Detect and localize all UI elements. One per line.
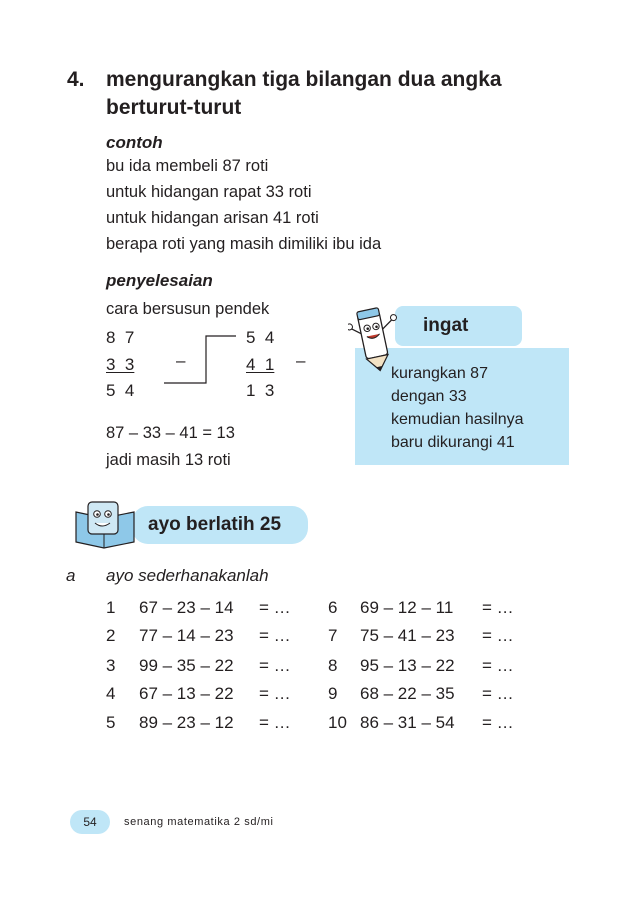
exercise-number: 4	[106, 684, 116, 703]
section-number: 4.	[67, 68, 85, 91]
exercise-expression: 68 – 22 – 35	[360, 684, 455, 703]
pencil-mascot-icon	[348, 300, 410, 372]
exercise-answer: = …	[482, 713, 514, 732]
col1-subtrahend: 3 3	[106, 355, 135, 374]
example-label: contoh	[106, 133, 163, 152]
ingat-line: kurangkan 87	[391, 365, 488, 382]
solution-conclusion: jadi masih 13 roti	[106, 451, 231, 469]
exercise-expression: 86 – 31 – 54	[360, 713, 455, 732]
example-line: berapa roti yang masih dimiliki ibu ida	[106, 235, 382, 253]
example-line: bu ida membeli 87 roti	[106, 157, 269, 175]
exercise-expression: 67 – 13 – 22	[139, 684, 234, 703]
footer-book-title: senang matematika 2 sd/mi	[124, 816, 274, 828]
exercise-expression: 89 – 23 – 12	[139, 713, 234, 732]
col2-top: 5 4	[246, 328, 275, 347]
col1-minus-sign: –	[176, 351, 186, 370]
col1-result: 5 4	[106, 381, 135, 400]
exercise-title: ayo berlatih 25	[132, 506, 308, 544]
exercise-number: 3	[106, 656, 116, 675]
ingat-line: dengan 33	[391, 388, 467, 405]
exercise-expression: 77 – 14 – 23	[139, 626, 234, 645]
section-title-line1: mengurangkan tiga bilangan dua angka	[106, 68, 502, 91]
book-mascot-icon	[70, 498, 140, 552]
exercise-answer: = …	[482, 684, 514, 703]
exercise-answer: = …	[259, 598, 291, 617]
exercise-number: 8	[328, 656, 338, 675]
exercise-number: 7	[328, 626, 338, 645]
exercise-expression: 67 – 23 – 14	[139, 598, 234, 617]
exercise-answer: = …	[259, 626, 291, 645]
section-title-line2: berturut-turut	[106, 96, 242, 119]
solution-label: penyelesaian	[106, 271, 213, 290]
example-line: untuk hidangan arisan 41 roti	[106, 209, 319, 227]
exercise-expression: 75 – 41 – 23	[360, 626, 455, 645]
exercise-answer: = …	[482, 598, 514, 617]
exercise-answer: = …	[259, 684, 291, 703]
exercise-answer: = …	[482, 656, 514, 675]
ingat-title: ingat	[395, 306, 522, 346]
exercise-expression: 69 – 12 – 11	[360, 598, 454, 617]
col2-result: 1 3	[246, 381, 275, 400]
ingat-line: baru dikurangi 41	[391, 434, 515, 451]
exercise-number: 10	[328, 713, 347, 732]
ingat-line: kemudian hasilnya	[391, 411, 524, 428]
exercise-number: 5	[106, 713, 116, 732]
part-label: a	[66, 566, 76, 585]
carry-connector	[160, 333, 240, 387]
exercise-answer: = …	[259, 656, 291, 675]
col2-subtrahend: 4 1	[246, 355, 275, 374]
exercise-number: 9	[328, 684, 338, 703]
exercise-answer: = …	[259, 713, 291, 732]
exercise-answer: = …	[482, 626, 514, 645]
solution-method: cara bersusun pendek	[106, 300, 270, 318]
exercise-expression: 99 – 35 – 22	[139, 656, 234, 675]
exercise-number: 1	[106, 598, 116, 617]
col2-minus-sign: –	[296, 351, 306, 370]
exercise-expression: 95 – 13 – 22	[360, 656, 455, 675]
exercise-number: 6	[328, 598, 338, 617]
exercise-number: 2	[106, 626, 116, 645]
page-number: 54	[70, 810, 110, 834]
solution-equation: 87 – 33 – 41 = 13	[106, 424, 235, 442]
example-line: untuk hidangan rapat 33 roti	[106, 183, 312, 201]
col1-top: 8 7	[106, 328, 135, 347]
exercise-instruction: ayo sederhanakanlah	[106, 566, 269, 585]
